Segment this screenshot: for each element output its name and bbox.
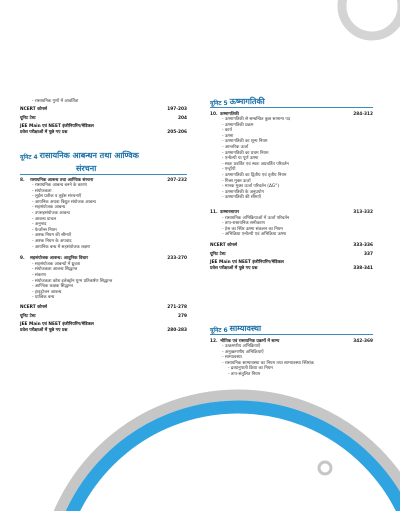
toc-row: यूनिट टेस्ट 279 (20, 313, 187, 319)
unit-4-divider (20, 174, 187, 175)
chapter-10-row: 10. ऊष्मागतिकी 284-312 (210, 111, 373, 117)
chapter-8-row: 8. रासायनिक आबन्ध तथा आण्विक संरचना 207-232 (20, 177, 187, 183)
toc-row: JEE Main एवं NEET इंजीनियरिंग/मेडिकल (210, 260, 284, 266)
toc-row: प्रवेश परीक्षाओं में पूछे गए प्रश्न 205-206 (20, 129, 187, 135)
list-item: - आन्तरिक ऊर्जा (222, 145, 249, 151)
toc-subitem: - रासायनिक गुणों में आवर्तिता (32, 99, 79, 104)
toc-row: NCERT कोनर्स 333-336 (210, 242, 373, 248)
list-item: - अनुत्क्रमणीय अभिक्रियाएँ (222, 349, 264, 355)
list-item: - अनुनाद (32, 222, 47, 228)
toc-row: प्रवेश परीक्षाओं में पूछे गए प्रश्न 280-283 (20, 327, 187, 333)
list-item: - एन्ट्रॉपी (222, 167, 236, 173)
list-item: - एन्थैल्पी या पूर्ण ऊष्मा (222, 156, 259, 162)
list-item: - संयोजकता (32, 188, 52, 194)
unit-6-heading: यूनिट 6 साम्यावस्था (210, 324, 262, 334)
unit-5-chapters (210, 110, 373, 271)
list-item: - संकरण (32, 273, 46, 278)
unit-6-divider (210, 334, 373, 335)
list-item: - आयनिक अथवा विद्युत संयोजक आबन्ध (32, 199, 96, 205)
chapter-11-row: 11. ऊष्मारसायन 313-332 (210, 210, 373, 215)
list-item: - आण्विक कक्षक सिद्धान्त (32, 284, 73, 290)
chapter-9-row: 9. सहसंयोजक आबन्ध: आधुनिक विचार 233-270 (20, 256, 187, 262)
unit-5-heading: यूनिट 5 ऊष्मागतिकी (210, 97, 265, 107)
list-item: - लुईस प्रतीक व लुईस संरचनाएँ (32, 194, 82, 200)
list-item: - संयोजकता कोश इलेक्ट्रॉन युग्म प्रतिकर्षण सिद्धान्त (32, 278, 113, 284)
list-item: - हेस का स्थिर ऊष्मा संकलन का नियम (222, 226, 283, 232)
list-item: - ऊष्मागतिकी प्रक्रम (222, 122, 254, 128)
list-item: - धात्विक बन्ध (32, 295, 55, 301)
list-item: - सहसंयोजक आबन्ध (32, 205, 66, 211)
list-item: - उत्क्रमणीय अभिक्रियाएँ (222, 344, 261, 350)
list-item: - अष्टक नियम की सीमाएँ (32, 233, 72, 239)
list-item: - ऊष्मागतिकी के अनुप्रयोग (222, 189, 264, 195)
list-item: - रासायनिक अभिक्रियाओं में ऊर्जा परिवर्तन (222, 215, 290, 221)
toc-row: यूनिट टेस्ट 337 (210, 251, 373, 257)
list-item: - कार्य (222, 128, 232, 134)
list-item: - हाइड्रोजन आबन्ध (32, 289, 62, 295)
toc-row: यूनिट टेस्ट 204 (20, 115, 187, 121)
list-item: - स्वतः प्रवर्तित एवं स्वतः अप्रवर्तित परिवर्तन (222, 161, 289, 167)
list-item: - आबन्ध प्राचल (32, 216, 57, 222)
unit-5-end-rows (210, 243, 373, 271)
unit-4-chapters (20, 176, 187, 333)
list-item: - संयोजकता आबन्ध सिद्धान्त (32, 267, 78, 273)
list-item: - ताप-रासायनिक समीकरण (222, 221, 265, 227)
list-item: - मानक मुक्त ऊर्जा परिवर्तन (ΔG°) (222, 184, 280, 190)
list-subitem: - द्रव्यानुपाती क्रिया का नियम (228, 366, 273, 372)
toc-row: JEE Main एवं NEET इंजीनियरिंग/मेडिकल (20, 124, 94, 130)
list-item: - साम्यावस्था (222, 355, 242, 361)
list-item: - अभिक्रिया एन्थैल्पी एवं अभिक्रिया ऊष्मा (222, 232, 287, 238)
list-subitem: - ताप-संतुलित नियम (228, 372, 261, 378)
unit-5-divider (210, 107, 373, 108)
list-item: - उपसहसंयोजक आबन्ध (32, 211, 70, 217)
toc-row: NCERT कोनर्स 197-203 (20, 107, 187, 112)
toc-unit3-end-rows (20, 107, 187, 135)
toc-row: प्रवेश परीक्षाओं में पूछे गए प्रश्न 338-341 (210, 265, 373, 271)
chapter-12-row: 12. भौतिक एवं रासायनिक प्रक्रमों में साम्य 342-369 (210, 338, 373, 344)
list-item: - रासायनिक साम्यावस्था का नियम तथा साम्यावस्था स्थिरांक (222, 360, 314, 366)
list-item: - रासायनिक आबन्ध बनने के कारण (32, 183, 88, 189)
list-item: - ऊष्मागतिकी से सम्बन्धित कुछ सामान्य पद (222, 117, 291, 123)
list-item: - आयनिक बन्ध में सहसंयोजक लक्षण (32, 244, 91, 250)
list-item: - फेजॉन्स नियम (32, 227, 57, 233)
list-item: - ऊष्मागतिकी का प्रथम नियम (222, 150, 269, 156)
list-item: - सहसंयोजक आबन्धों में ध्रुवता (32, 261, 81, 267)
list-item: - गिब्स मुक्त ऊर्जा (222, 178, 251, 184)
toc-row: NCERT कोनर्स 271-278 (20, 304, 187, 310)
unit-6-chapters (210, 337, 373, 378)
list-item: - ऊष्मागतिकी का द्वितीय एवं तृतीय नियम (222, 173, 287, 179)
list-item: - अष्टक नियम के अपवाद (32, 239, 72, 245)
list-item: - ऊष्मागतिकी का शून्य नियम (222, 139, 268, 145)
list-item: - ऊष्मा (222, 133, 234, 139)
toc-row: JEE Main एवं NEET इंजीनियरिंग/मेडिकल (20, 322, 94, 328)
unit-4-heading-line2: संरचना (76, 164, 97, 173)
unit-4-heading: यूनिट 4 रासायनिक आबन्धन तथा आण्विक (20, 151, 139, 161)
unit-4-end-rows (20, 305, 187, 333)
list-item: - ऊष्मागतिकी की सीमाएँ (222, 195, 261, 201)
